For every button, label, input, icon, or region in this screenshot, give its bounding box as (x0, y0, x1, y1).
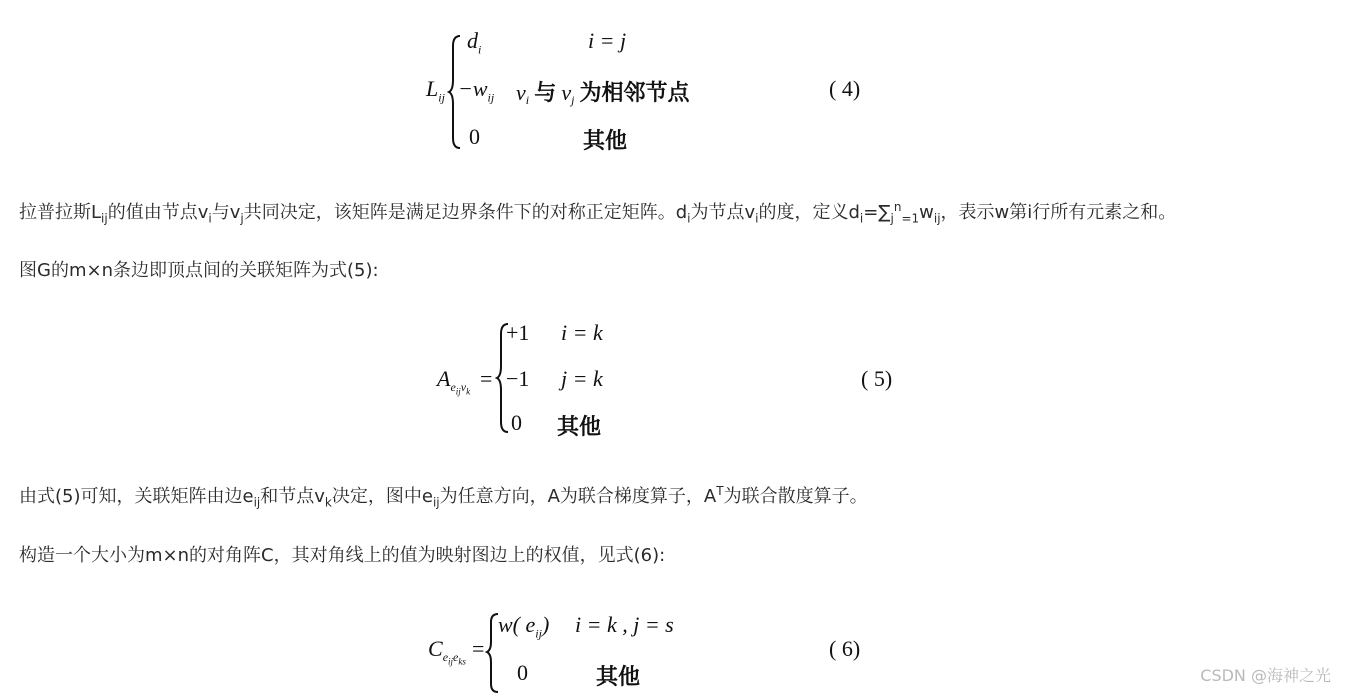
eq5-r2-condition: j = k (561, 366, 603, 391)
eq5-r1-condition: i = k (561, 320, 603, 345)
equation-4 (0, 0, 1345, 160)
paragraph-laplacian: 拉普拉斯$L_{ij}$的值由节点$v_i$与$v_j$共同决定，该矩阵是满足边界条件下的对称正定矩阵。$d_i$为节点$v_i$的度，定义$d_i=\sum_j^n_{=1}w_{ij}$，表示w第i行所有元素之和。 (19, 200, 1177, 226)
eq5-equals: = (480, 366, 493, 391)
eq5-number: ( 5) (861, 366, 893, 391)
eq4-r2-value: $-w_{ij}$ (458, 76, 495, 105)
eq6-r2-condition: 其他 (596, 665, 641, 690)
eq5-r3-condition: 其他 (557, 415, 602, 440)
eq4-number: ( 4) (829, 76, 861, 101)
eq4-lhs: $L_{ij}$ (426, 76, 445, 105)
eq6-r1-value: w( $e_{ij}$) (498, 612, 550, 641)
eq4-r1-condition: i = j (588, 28, 627, 53)
eq6-r1-condition: i = k , j = s (575, 612, 674, 637)
paragraph-diagonal-intro: 构造一个大小为m×n的对角阵C，其对角线上的值为映射图边上的权值，见式(6): (19, 545, 666, 566)
eq5-r2-value: −1 (506, 366, 530, 391)
eq5-r3-value: 0 (511, 410, 522, 435)
eq5-r1-value: +1 (506, 320, 530, 345)
eq6-lhs: $C_{e_{ij}e_{ks}}$ (428, 636, 466, 667)
eq4-r1-value: $d_i$ (467, 28, 482, 57)
equation-6 (0, 600, 1345, 696)
eq6-equals: = (472, 636, 485, 661)
eq4-r2-condition: $v_i$ 与 $v_j$ 为相邻节点 (516, 80, 690, 108)
eq4-r3-value: 0 (469, 124, 480, 149)
eq5-lhs: $A_{e_{ij}v_k}$ (437, 366, 471, 397)
equation-5 (0, 310, 1345, 440)
eq4-r3-condition: 其他 (583, 129, 628, 154)
eq6-number: ( 6) (829, 636, 861, 661)
eq6-r2-value: 0 (517, 660, 528, 685)
paragraph-incidence-intro: 图G的m×n条边即顶点间的关联矩阵为式(5): (19, 260, 379, 281)
watermark: CSDN @海神之光 (1200, 666, 1331, 685)
paragraph-incidence-explain: 由式(5)可知，关联矩阵由边$e_{ij}$和节点$v_k$决定，图中$e_{ij}$为任意方向，A为联合梯度算子，$A^T$为联合散度算子。 (19, 484, 868, 510)
